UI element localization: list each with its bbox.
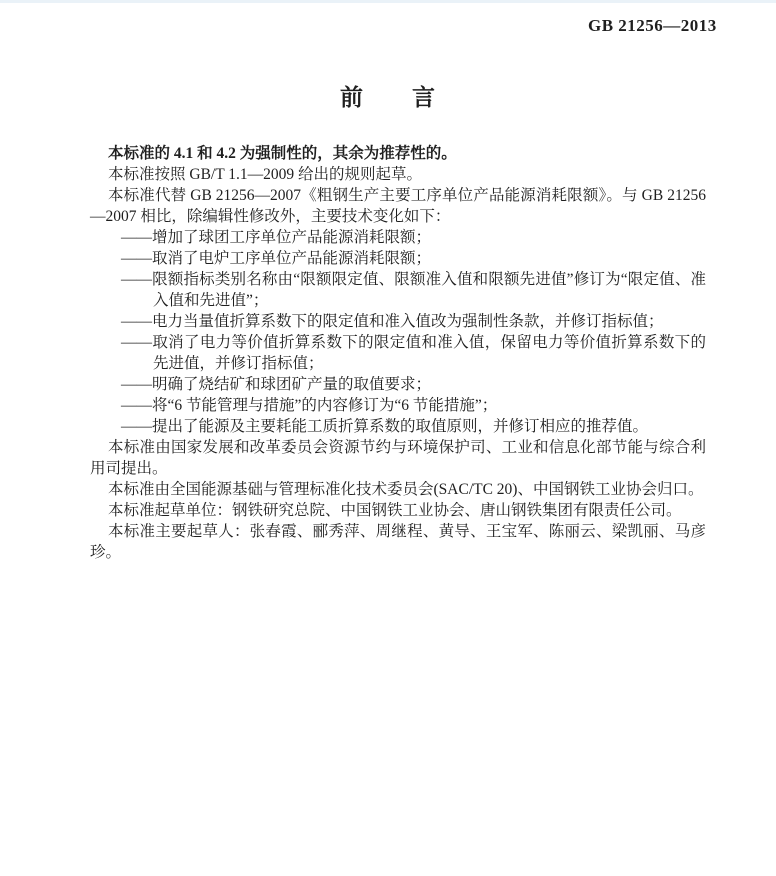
paragraph: 本标准由国家发展和改革委员会资源节约与环境保护司、工业和信息化部节能与综合利用司提出。 xyxy=(90,439,706,477)
change-list-item: ——将“6 节能管理与措施”的内容修订为“6 节能措施”； xyxy=(121,397,498,414)
paragraph: 本标准起草单位：钢铁研究总院、中国钢铁工业协会、唐山钢铁集团有限责任公司。 xyxy=(108,502,682,519)
paragraph: 本标准按照 GB/T 1.1—2009 给出的规则起草。 xyxy=(108,166,423,183)
paragraph: 本标准主要起草人：张春霞、郦秀萍、周继程、黄导、王宝军、陈丽云、梁凯丽、马彦珍。 xyxy=(90,523,706,561)
paragraph: 本标准的 4.1 和 4.2 为强制性的，其余为推荐性的。 xyxy=(108,145,457,162)
paragraph: 本标准由全国能源基础与管理标准化技术委员会(SAC/TC 20)、中国钢铁工业协会归口。 xyxy=(108,481,704,498)
change-list-item: ——取消了电炉工序单位产品能源消耗限额； xyxy=(121,250,432,267)
paragraph: 本标准代替 GB 21256—2007《粗钢生产主要工序单位产品能源消耗限额》。与 GB 21256—2007 相比，除编辑性修改外，主要技术变化如下： xyxy=(90,187,706,225)
change-list-item: ——取消了电力等价值折算系数下的限定值和准入值，保留电力等价值折算系数下的先进值，并修订指标值； xyxy=(121,334,706,372)
change-list-item: ——限额指标类别名称由“限额限定值、限额准入值和限额先进值”修订为“限定值、准入值和先进值”； xyxy=(121,271,706,309)
change-list-item: ——电力当量值折算系数下的限定值和准入值改为强制性条款，并修订指标值； xyxy=(121,313,664,330)
document-body xyxy=(90,143,706,563)
change-list-item: ——明确了烧结矿和球团矿产量的取值要求； xyxy=(121,376,432,393)
scan-edge-artifact xyxy=(0,0,776,3)
change-list-item: ——增加了球团工序单位产品能源消耗限额； xyxy=(121,229,432,246)
page-title: 前 言 xyxy=(340,85,436,110)
standard-number: GB 21256—2013 xyxy=(588,16,717,35)
change-list-item: ——提出了能源及主要耗能工质折算系数的取值原则，并修订相应的推荐值。 xyxy=(121,418,649,435)
